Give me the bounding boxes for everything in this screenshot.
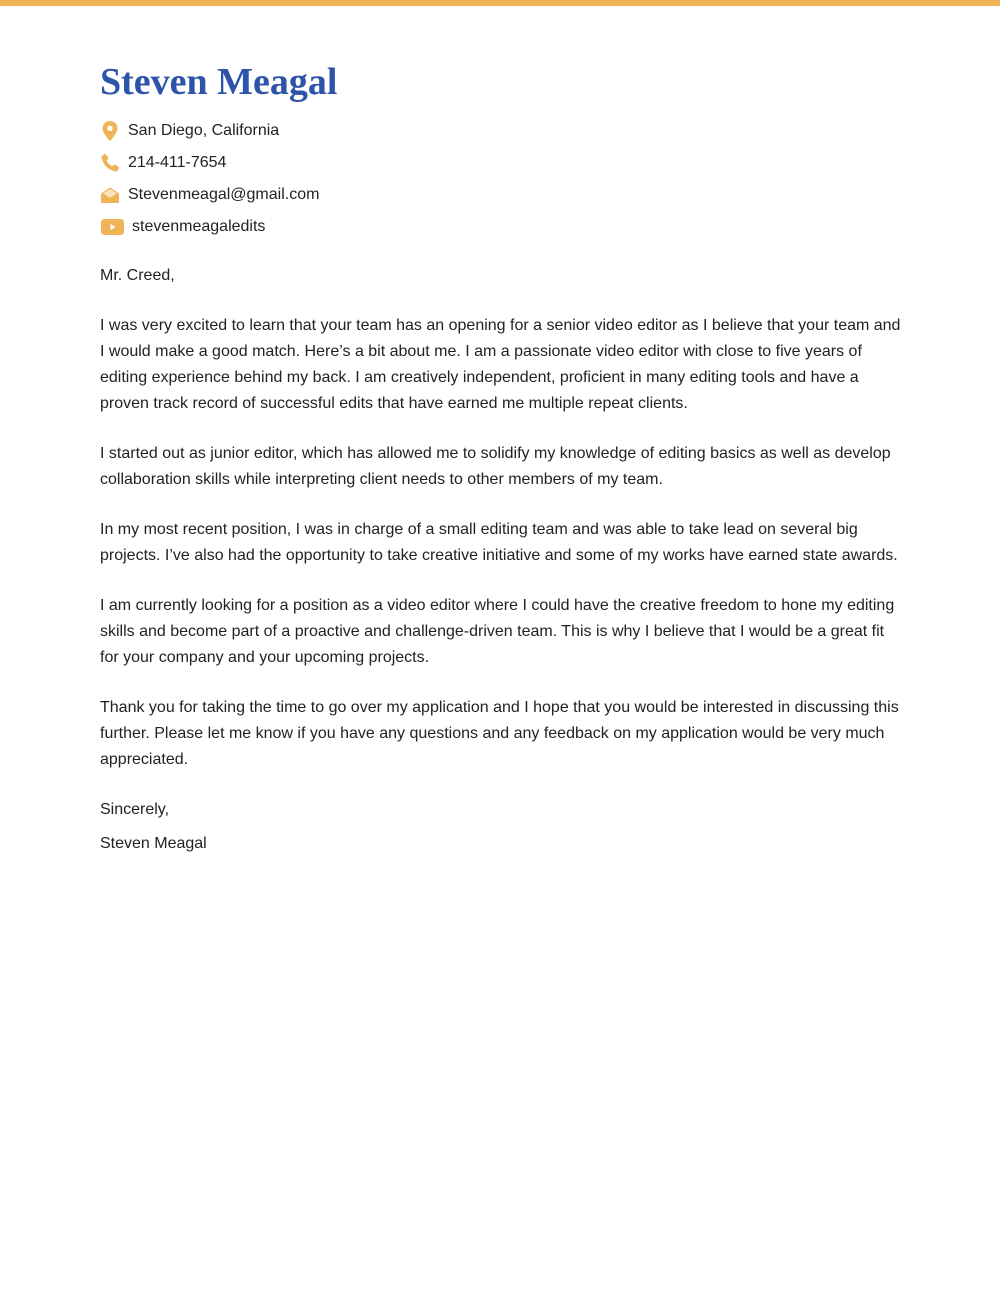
applicant-name: Steven Meagal <box>100 61 338 103</box>
letter-signature: Steven Meagal <box>100 835 207 852</box>
contact-phone <box>100 151 226 175</box>
letter-paragraph: In my most recent position, I was in charge of a small editing team and was able to take lead on several big projects. I’ve also had the opportunity to take creative initiative and some of my works have earned state awards. <box>100 521 898 564</box>
contact-email-text: Stevenmeagal@gmail.com <box>128 186 320 203</box>
phone-icon <box>100 153 120 173</box>
letter-paragraph: I was very excited to learn that your team has an opening for a senior video editor as I believe that your team and I would make a good match. Here’s a bit about me. I am a passionate video editor with close to five years of editing experience behind my back. I am creatively independent, proficient in many editing tools and have a proven track record of successful edits that have earned me multiple repeat clients. <box>100 317 901 412</box>
letter-paragraph: I am currently looking for a position as a video editor where I could have the creative freedom to hone my editing skills and become part of a proactive and challenge-driven team. This is why I believe that I would be a great fit for your company and your upcoming projects. <box>100 597 895 666</box>
youtube-icon <box>100 217 124 237</box>
location-pin-icon <box>100 121 120 141</box>
letter-salutation: Mr. Creed, <box>100 267 175 284</box>
contact-youtube-text: stevenmeagaledits <box>132 218 266 235</box>
letter-closing: Sincerely, <box>100 801 170 818</box>
contact-location-text: San Diego, California <box>128 122 280 139</box>
contact-youtube <box>100 215 265 239</box>
envelope-icon <box>100 185 120 205</box>
contact-email <box>100 183 319 207</box>
letter-paragraph: Thank you for taking the time to go over my application and I hope that you would be interested in discussing this further. Please let me know if you have any questions and any feedback on my application would be very much appreciated. <box>100 699 899 768</box>
contact-location <box>100 119 279 143</box>
accent-top-bar <box>0 0 1000 6</box>
letter-paragraph: I started out as junior editor, which has allowed me to solidify my knowledge of editing basics as well as develop collaboration skills while interpreting client needs to other members of my team. <box>100 445 891 488</box>
contact-phone-text: 214-411-7654 <box>128 154 227 171</box>
